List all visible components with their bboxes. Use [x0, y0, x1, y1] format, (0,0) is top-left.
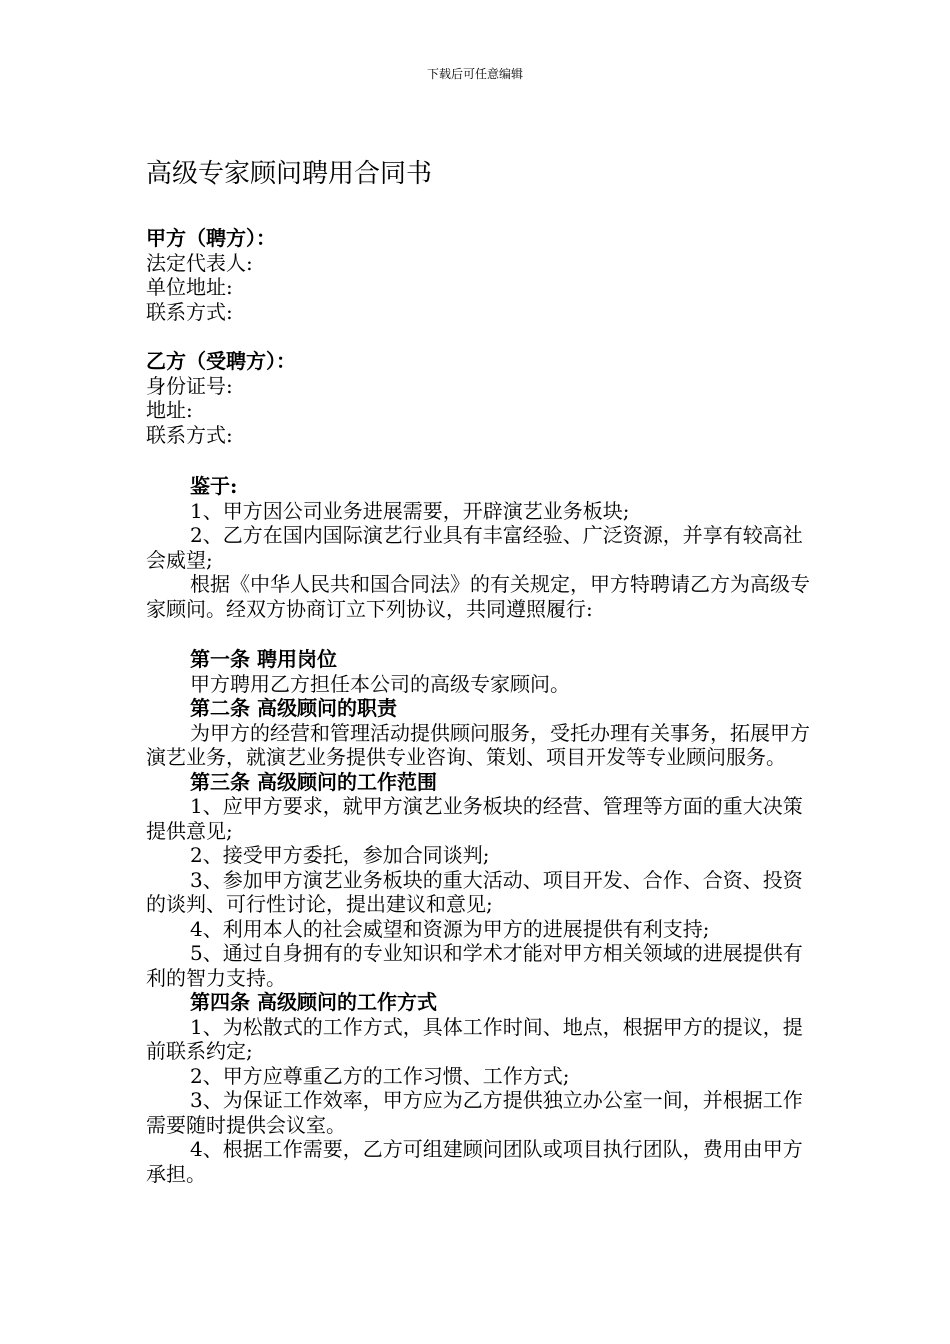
article-1-heading: 第一条 聘用岗位: [190, 647, 337, 671]
article-3-item: 1、应甲方要求，就甲方演艺业务板块的经营、管理等方面的重大决策提供意见;: [146, 794, 803, 843]
party-b-id-number: 身份证号:: [146, 373, 233, 398]
page-header-note: 下载后可任意编辑: [426, 67, 523, 81]
articles-section: [146, 647, 811, 1186]
recital-item: 根据《中华人民共和国合同法》的有关规定，甲方特聘请乙方为高级专家顾问。经双方协商订立下列协议，共同遵照履行:: [146, 572, 810, 621]
party-b-heading: 乙方（受聘方）：: [146, 349, 296, 373]
article-3-item: 4、利用本人的社会威望和资源为甲方的进展提供有利支持;: [190, 916, 710, 941]
article-1-text: 甲方聘用乙方担任本公司的高级专家顾问。: [190, 671, 570, 696]
recitals-heading: 鉴于:: [190, 474, 238, 498]
party-a-address: 单位地址:: [146, 275, 233, 299]
party-a-heading: 甲方（聘方）：: [146, 226, 276, 250]
article-2-heading: 第二条 高级顾问的职责: [190, 696, 397, 720]
article-2-text: 为甲方的经营和管理活动提供顾问服务，受托办理有关事务，拓展甲方演艺业务，就演艺业务提供专业咨询、策划、项目开发等专业顾问服务。: [146, 720, 810, 769]
document-title: 高级专家顾问聘用合同书: [146, 159, 433, 189]
party-a-legal-rep: 法定代表人:: [146, 250, 253, 275]
article-4-item: 1、为松散式的工作方式，具体工作时间、地点，根据甲方的提议，提前联系约定;: [146, 1014, 803, 1063]
party-b-address: 地址:: [146, 398, 193, 422]
party-a-section: [146, 226, 811, 324]
article-3-heading: 第三条 高级顾问的工作范围: [190, 769, 437, 794]
recitals-section: [146, 474, 811, 621]
article-3-item: 5、通过自身拥有的专业知识和学术才能对甲方相关领域的进展提供有利的智力支持。: [146, 941, 803, 990]
article-3-item: 2、接受甲方委托，参加合同谈判;: [190, 843, 490, 867]
article-3-item: 3、参加甲方演艺业务板块的重大活动、项目开发、合作、合资、投资的谈判、可行性讨论，提出建议和意见;: [146, 867, 803, 916]
party-b-section: [146, 349, 811, 447]
party-a-contact: 联系方式:: [146, 299, 233, 324]
party-b-contact: 联系方式:: [146, 422, 233, 447]
recital-item: 1、甲方因公司业务进展需要，开辟演艺业务板块;: [190, 498, 630, 523]
recital-item: 2、乙方在国内国际演艺行业具有丰富经验、广泛资源，并享有较高社会威望;: [146, 523, 803, 572]
article-4-item: 2、甲方应尊重乙方的工作习惯、工作方式;: [190, 1063, 570, 1088]
article-4-item: 4、根据工作需要，乙方可组建顾问团队或项目执行团队，费用由甲方承担。: [146, 1137, 803, 1186]
article-4-item: 3、为保证工作效率，甲方应为乙方提供独立办公室一间，并根据工作需要随时提供会议室。: [146, 1088, 803, 1137]
article-4-heading: 第四条 高级顾问的工作方式: [190, 990, 437, 1014]
